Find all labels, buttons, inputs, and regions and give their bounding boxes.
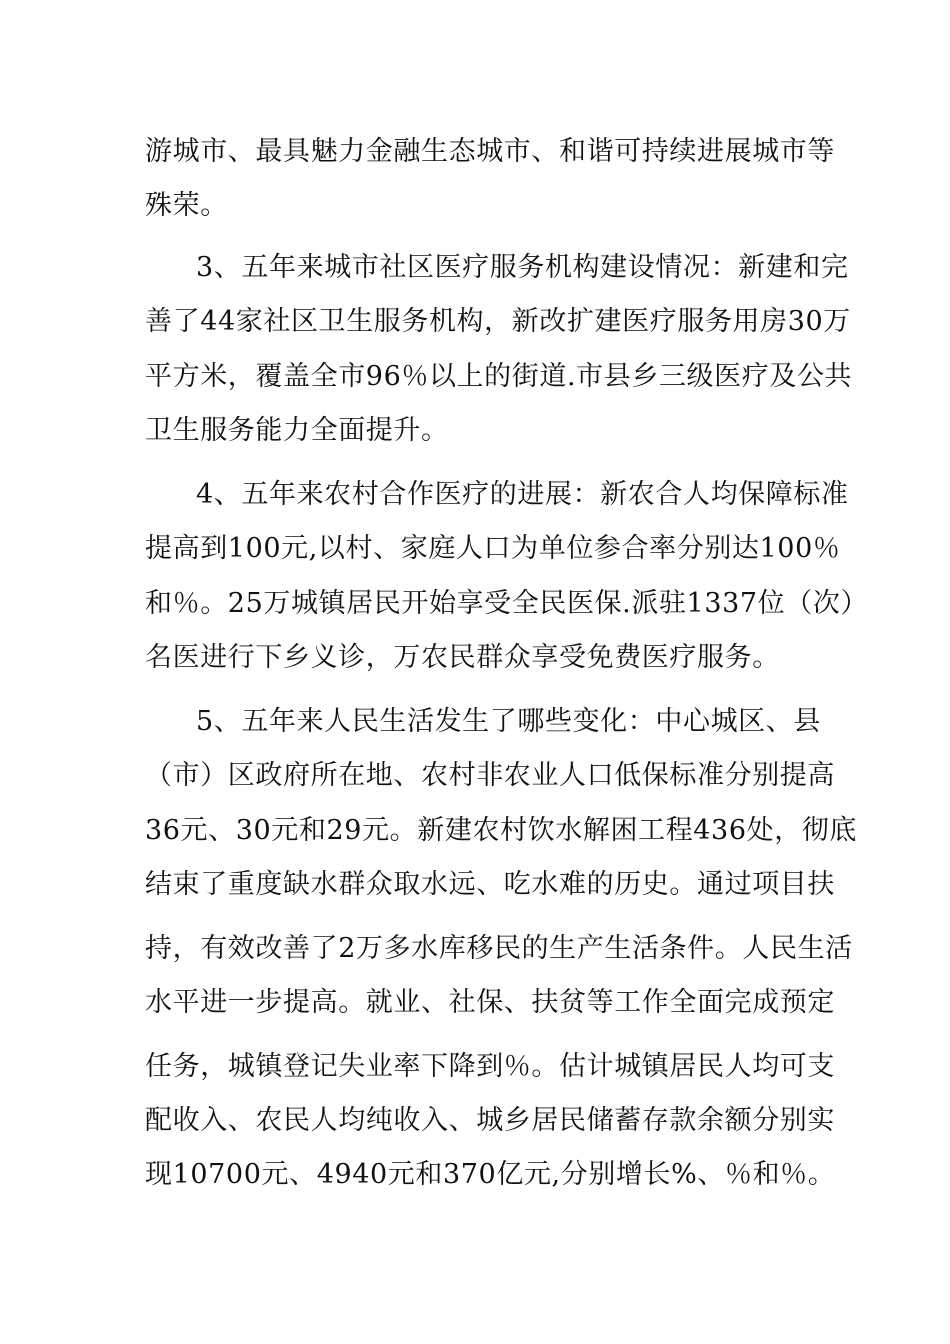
text-line: 卫生服务能力全面提升。 — [145, 415, 449, 446]
text-line: 配收入、农民人均纯收入、城乡居民储蓄存款余额分别实 — [145, 1105, 835, 1136]
paragraph-4-line: 4、五年来农村合作医疗的进展：新农合人均保障标准 — [196, 479, 849, 510]
text-line: 现10700元、4940元和370亿元,分别增长%、％和％。 — [145, 1159, 836, 1190]
text-line: 结束了重度缺水群众取水远、吃水难的历史。通过项目扶 — [145, 869, 835, 900]
text-line: 游城市、最具魅力金融生态城市、和谐可持续进展城市等 — [145, 136, 835, 167]
text-line: 名医进行下乡义诊，万农民群众享受免费医疗服务。 — [145, 642, 780, 673]
paragraph-3-line: 3、五年来城市社区医疗服务机构建设情况：新建和完 — [196, 252, 849, 283]
text-line: 殊荣。 — [145, 190, 228, 221]
text-line: 提高到100元,以村、家庭人口为单位参合率分别达100％ — [145, 533, 841, 564]
paragraph-5-line: 5、五年来人民生活发生了哪些变化：中心城区、县 — [196, 706, 821, 737]
text-line: 平方米，覆盖全市96％以上的街道.市县乡三级医疗及公共 — [145, 361, 853, 392]
text-line: （市）区政府所在地、农村非农业人口低保标准分别提高 — [145, 760, 835, 791]
text-line: 36元、30元和29元。新建农村饮水解困工程436处，彻底 — [145, 815, 858, 846]
text-line: 任务，城镇登记失业率下降到％。估计城镇居民人均可支 — [145, 1051, 835, 1082]
text-line: 善了44家社区卫生服务机构，新改扩建医疗服务用房30万 — [145, 306, 851, 337]
text-line: 水平进一步提高。就业、社保、扶贫等工作全面完成预定 — [145, 987, 835, 1018]
text-line: 和％。25万城镇居民开始享受全民医保.派驻1337位（次） — [145, 588, 869, 619]
text-line: 持，有效改善了2万多水库移民的生产生活条件。人民生活 — [145, 933, 853, 964]
